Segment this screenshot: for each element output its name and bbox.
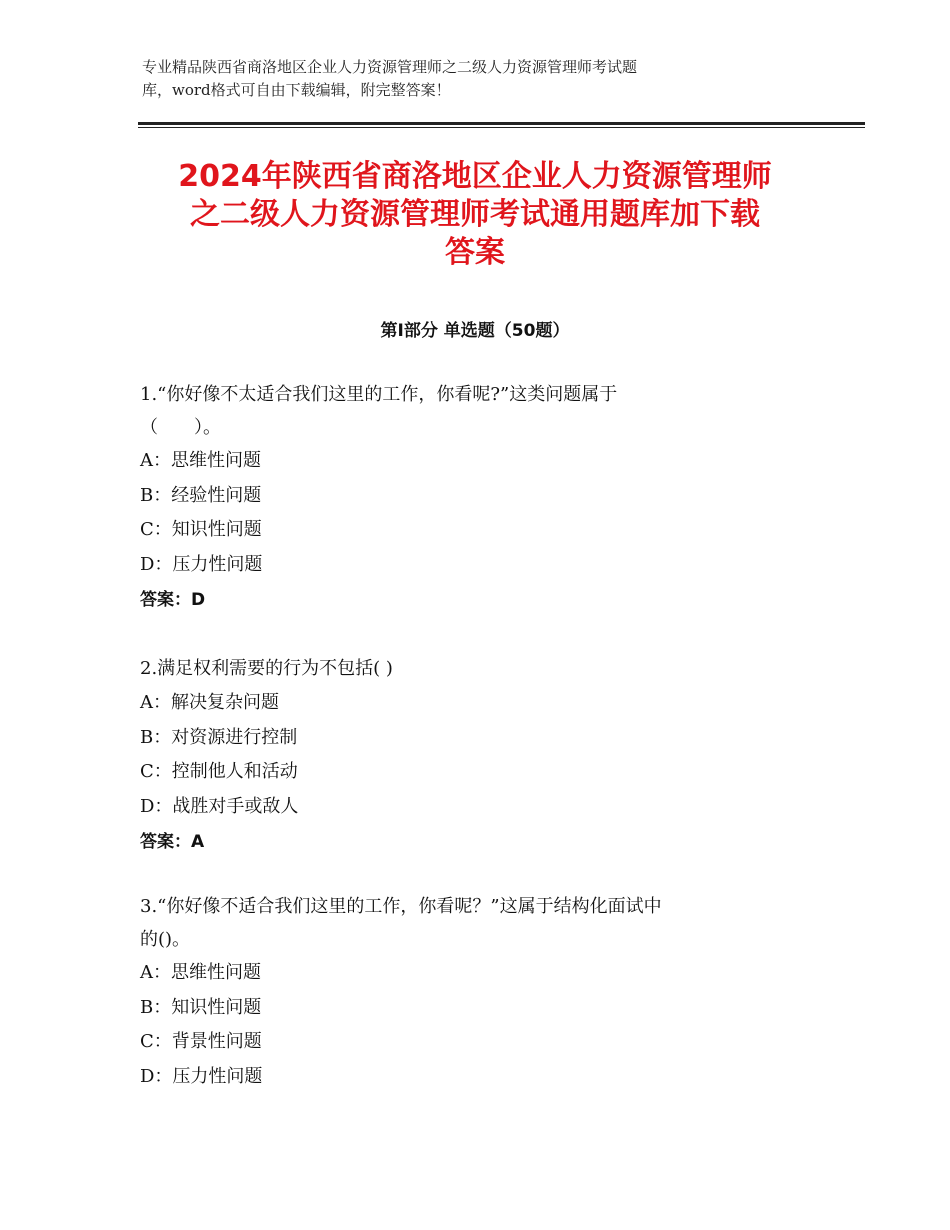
option-a: A：解决复杂问题 (140, 692, 279, 713)
option-d: D：压力性问题 (140, 1065, 263, 1087)
option-d: D：战胜对手或敌人 (140, 795, 299, 817)
answer: 答案：A (140, 832, 205, 852)
section-heading: 第Ⅰ部分 单选题（50题） (380, 321, 570, 341)
option-c: C：背景性问题 (140, 1031, 262, 1052)
question-stem-line-2: 的()。 (140, 929, 191, 950)
document-title (140, 158, 810, 272)
title-line-1: 2024年陕西省商洛地区企业人力资源管理师 (178, 159, 772, 194)
question-stem-line-1: 3.“你好像不适合我们这里的工作，你看呢？”这属于结构化面试中 (140, 896, 662, 917)
header-note (142, 56, 782, 102)
question-3 (140, 890, 830, 1094)
question-stem (140, 890, 830, 956)
option-c: C：知识性问题 (140, 519, 262, 540)
header-note-line-2: 库，word格式可自由下载编辑，附完整答案！ (142, 81, 451, 99)
question-stem-line-2: （ ）。 (140, 417, 221, 438)
title-line-2: 之二级人力资源管理师考试通用题库加下载 (190, 197, 760, 232)
question-stem-line-1: 2.满足权利需要的行为不包括( ) (140, 658, 393, 679)
option-b: B：对资源进行控制 (140, 726, 298, 748)
question-1 (140, 378, 830, 617)
question-stem-line-1: 1.“你好像不太适合我们这里的工作，你看呢?”这类问题属于 (140, 384, 618, 405)
question-2 (140, 652, 830, 859)
option-b: B：知识性问题 (140, 996, 262, 1018)
question-stem (140, 378, 830, 444)
option-b: B：经验性问题 (140, 484, 262, 506)
header-rule-thick (138, 122, 865, 125)
option-d: D：压力性问题 (140, 553, 263, 575)
option-c: C：控制他人和活动 (140, 761, 298, 782)
answer: 答案：D (140, 590, 206, 610)
title-line-3: 答案 (445, 235, 505, 270)
question-stem (140, 652, 830, 686)
header-note-line-1: 专业精品陕西省商洛地区企业人力资源管理师之二级人力资源管理师考试题 (142, 58, 638, 76)
option-a: A：思维性问题 (140, 962, 261, 983)
option-a: A：思维性问题 (140, 450, 261, 471)
header-rule-thin (138, 127, 865, 128)
